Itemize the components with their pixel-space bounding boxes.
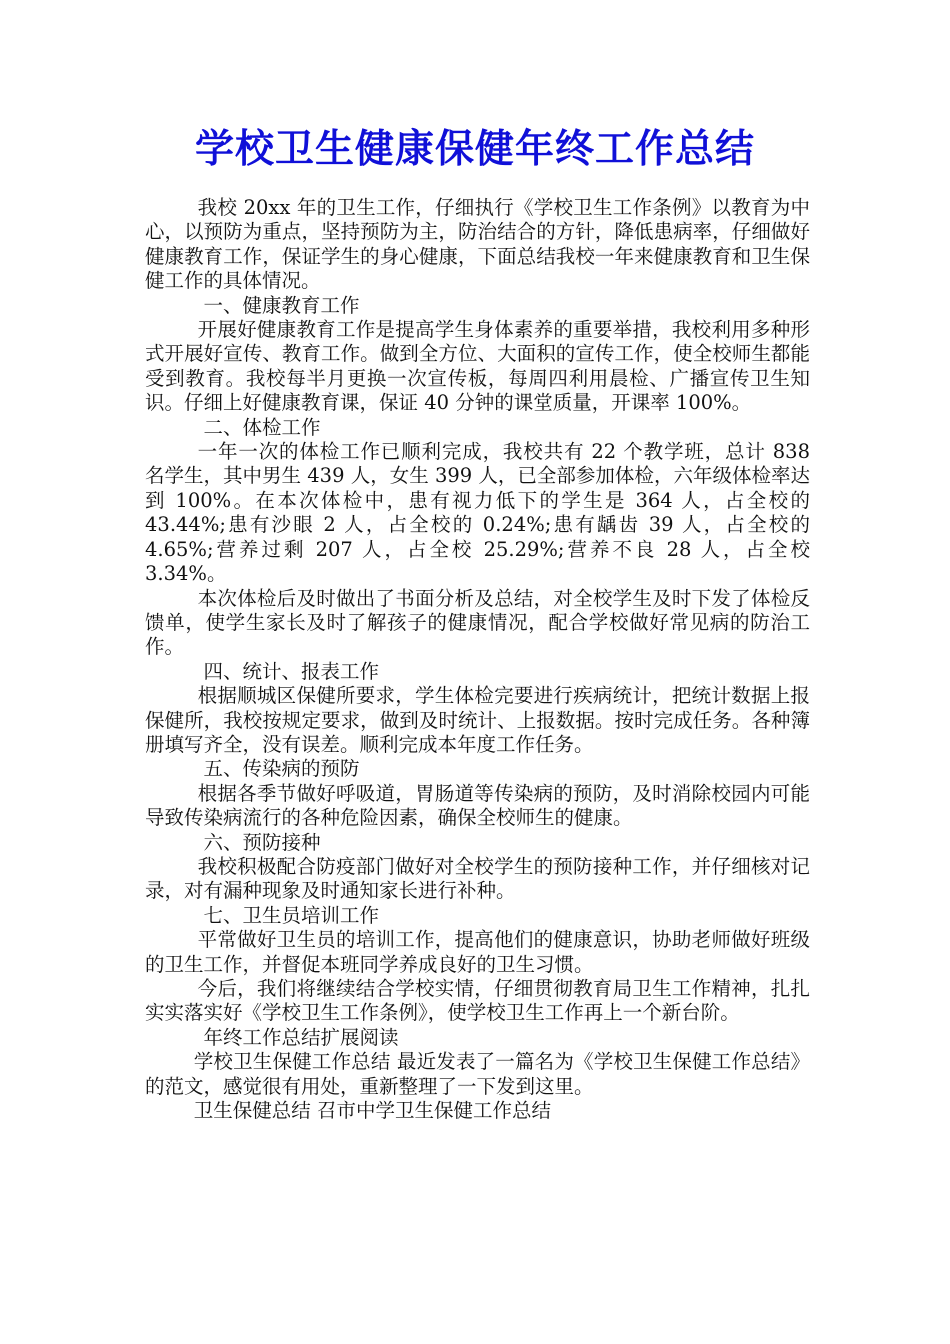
- extended-reading-paragraph: 学校卫生保健工作总结 最近发表了一篇名为《学校卫生保健工作总结》的范文，感觉很有用处，重新整理了一下发到这里。: [145, 1050, 810, 1098]
- section-heading-health-education: 一、健康教育工作: [203, 293, 360, 317]
- section-heading-disease-prevention: 五、传染病的预防: [203, 757, 360, 781]
- vaccination-paragraph: 我校积极配合防疫部门做好对全校学生的预防接种工作，并仔细核对记录，对有漏种现象及时通知家长进行补种。: [145, 854, 810, 903]
- section-heading-hygiene-training: 七、卫生员培训工作: [203, 903, 380, 927]
- document-body: [145, 196, 810, 1123]
- conclusion-paragraph: 今后，我们将继续结合学校实情，仔细贯彻教育局卫生工作精神，扎扎实实落实好《学校卫生工作条例》，使学校卫生工作再上一个新台阶。: [145, 977, 810, 1025]
- statistics-paragraph: 根据顺城区保健所要求，学生体检完要进行疾病统计，把统计数据上报保健所，我校按规定要求，做到及时统计、上报数据。按时完成任务。各种簿册填写齐全，没有误差。顺利完成本年度工作任务。: [145, 684, 810, 756]
- section-heading-physical-exam: 二、体检工作: [203, 415, 321, 439]
- exam-followup-paragraph: 本次体检后及时做出了书面分析及总结，对全校学生及时下发了体检反馈单，使学生家长及时了解孩子的健康情况，配合学校做好常见病的防治工作。: [145, 586, 810, 659]
- health-education-paragraph: 开展好健康教育工作是提高学生身体素养的重要举措，我校利用多种形式开展好宣传、教育工作。做到全方位、大面积的宣传工作，使全校师生都能受到教育。我校每半月更换一次宣传板，每周四利用晨检、广播宣传卫生知识。仔细上好健康教育课，保证 40 分钟的课堂质量，开课率 100%。: [145, 318, 810, 415]
- physical-exam-paragraph: 一年一次的体检工作已顺利完成，我校共有 22 个教学班，总计 838 名学生，其中男生 439 人，女生 399 人，已全部参加体检，六年级体检率达到 100%。在本次体检中，患有视力低下的学生是 364 人，占全校的 43.44%;患有沙眼 2 人，占全校的 0.24%;患有龋齿 39 人，占全校的 4.65%;营养过剩 207 人，占全校 25.29%;营养不良 28 人，占全校 3.34%。: [145, 440, 810, 586]
- extended-reading-last-line: 卫生保健总结 召市中学卫生保健工作总结: [193, 1099, 551, 1123]
- section-heading-statistics: 四、统计、报表工作: [203, 659, 380, 683]
- extended-reading-heading: 年终工作总结扩展阅读: [203, 1025, 399, 1049]
- disease-prevention-paragraph: 根据各季节做好呼吸道，胃肠道等传染病的预防，及时消除校园内可能导致传染病流行的各种危险因素，确保全校师生的健康。: [145, 781, 810, 830]
- section-heading-vaccination: 六、预防接种: [203, 830, 321, 854]
- hygiene-training-paragraph: 平常做好卫生员的培训工作，提高他们的健康意识，协助老师做好班级的卫生工作，并督促本班同学养成良好的卫生习惯。: [145, 928, 810, 976]
- document-title: 学校卫生健康保健年终工作总结: [194, 127, 755, 172]
- intro-paragraph: 我校 20xx 年的卫生工作，仔细执行《学校卫生工作条例》以教育为中心，以预防为重点，坚持预防为主，防治结合的方针，降低患病率，仔细做好健康教育工作，保证学生的身心健康，下面总结我校一年来健康教育和卫生保健工作的具体情况。: [145, 196, 810, 293]
